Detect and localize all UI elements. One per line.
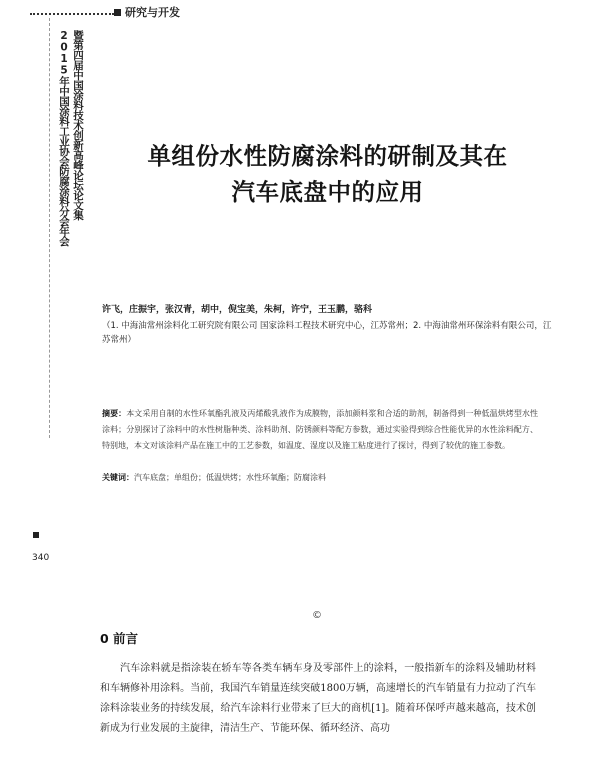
keywords-text: 汽车底盘；单组份；低温烘烤；水性环氧酯；防腐涂料: [134, 473, 326, 482]
section-label: 研究与开发: [125, 6, 180, 19]
margin-dashed-line: [49, 18, 50, 438]
section-heading: 0 前言: [100, 631, 139, 646]
header-rule: [30, 13, 114, 15]
affiliation: （1. 中海油常州涂料化工研究院有限公司 国家涂料工程技术研究中心，江苏常州；2. 中海油常州环保涂料有限公司，江苏常州）: [102, 321, 552, 345]
margin-square-marker: [33, 532, 39, 538]
article-title: [90, 138, 565, 210]
abstract-label: 摘要：: [102, 409, 127, 418]
abstract: [102, 406, 538, 454]
article-title-line2: 汽车底盘中的应用: [231, 178, 424, 206]
conference-title-line1: 2015年中国涂料工业协会防腐涂料分会年会: [58, 30, 70, 246]
copyright-mark: ©: [312, 610, 322, 621]
page-number: 340: [32, 553, 50, 563]
article-title-line1: 单组份水性防腐涂料的研制及其在: [147, 142, 508, 170]
keywords-label: 关键词：: [102, 473, 134, 482]
abstract-text: 本文采用自制的水性环氧酯乳液及丙烯酸乳液作为成膜物，添加颜料浆和合适的助剂，制备得到一种低温烘烤型水性涂料；分别探讨了涂料中的水性树脂种类、涂料助剂、防锈颜料等配方参数，通过实验得到综合性能优异的水性涂料配方、特别地，本文对该涂料产品在施工中的工艺参数，如温度、湿度以及施工粘度进行了探讨，得到了较优的施工参数。: [102, 409, 539, 450]
conference-title-line2: 暨第四届中国涂料技术创新高峰论坛论文集: [72, 30, 84, 220]
body-paragraph: 汽车涂料就是指涂装在轿车等各类车辆车身及零部件上的涂料，一般指新车的涂料及辅助材料和车辆修补用涂料。当前，我国汽车销量连续突破1800万辆，高速增长的汽车销量有力拉动了汽车涂料涂装业务的持续发展，给汽车涂料行业带来了巨大的商机[1]。随着环保呼声越来越高，技术创新成为行业发展的主旋律，清洁生产、节能环保、循环经济、高功: [100, 663, 536, 734]
author-list: 许飞，庄振宇，张汉青，胡中，倪宝美，朱柯，许宁，王玉鹏，骆科: [102, 305, 373, 315]
header-bullet-square: [114, 9, 121, 16]
keywords: [102, 472, 538, 483]
